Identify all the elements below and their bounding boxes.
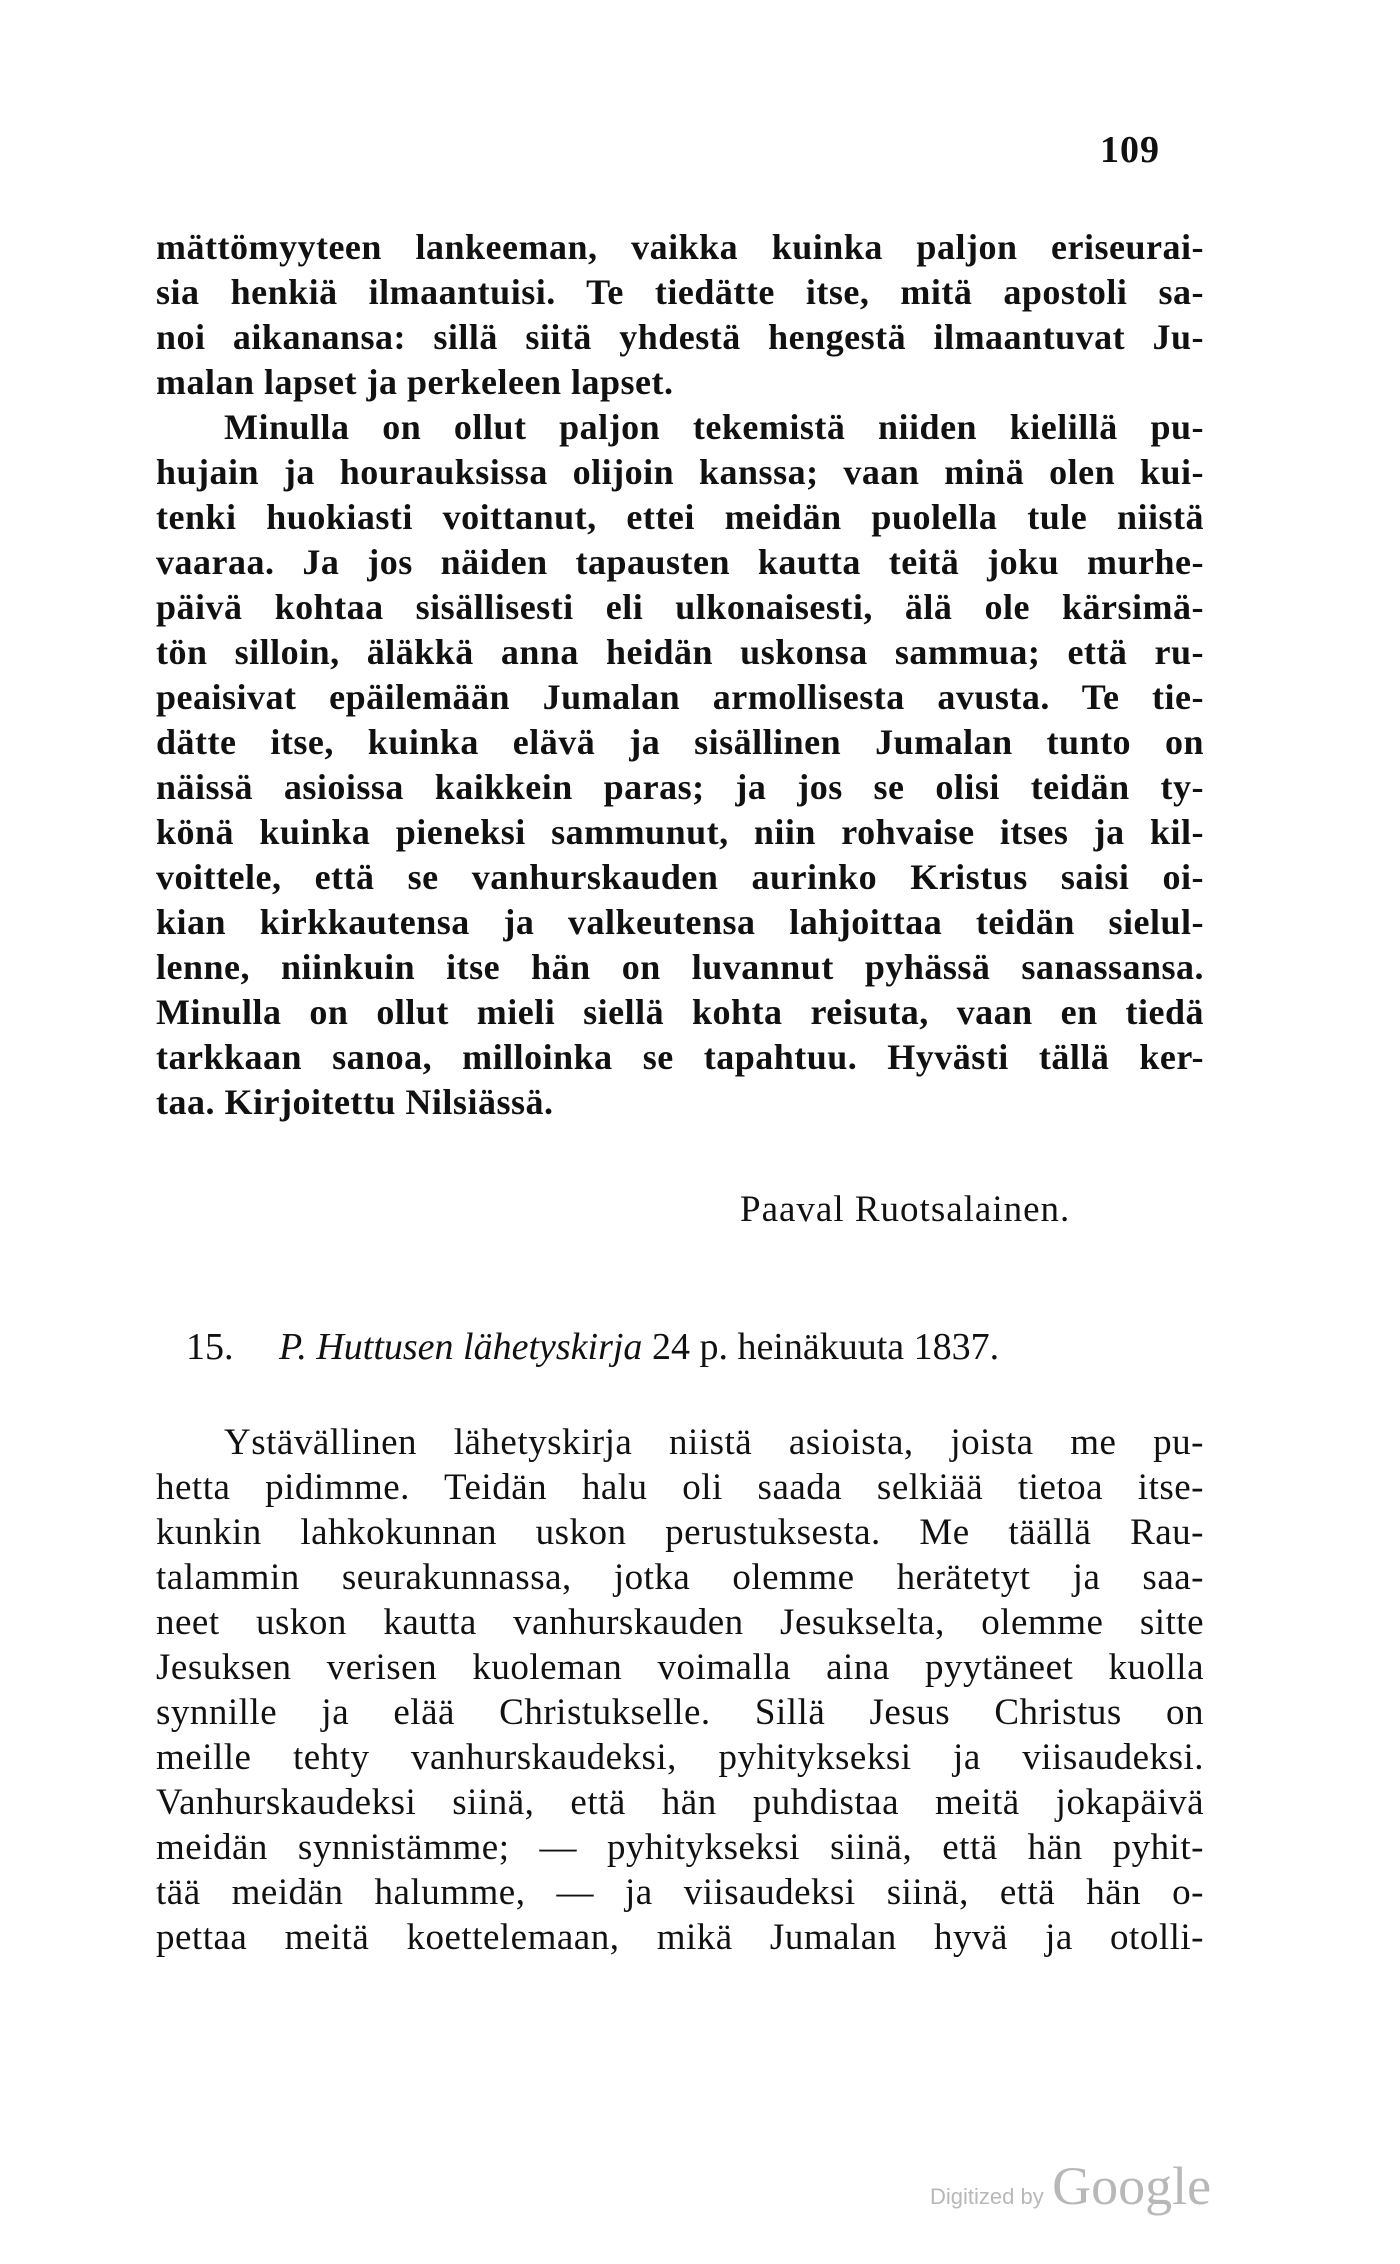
text-line: päivä kohtaa sisällisesti eli ulkonaisesti, älä ole kärsimä-: [156, 587, 1204, 627]
section-heading: [186, 1325, 1186, 1369]
text-line: tenki huokiasti voittanut, ettei meidän puolella tule niistä: [156, 497, 1204, 537]
letter-body-paragraph: [156, 225, 1204, 1125]
section-number: 15.: [186, 1326, 234, 1368]
section-title: P. Huttusen lähetyskirja: [279, 1326, 643, 1368]
text-line: tön silloin, äläkkä anna heidän uskonsa sammua; että ru-: [156, 632, 1204, 672]
text-line: talammin seurakunnassa, jotka olemme herätetyt ja saa-: [156, 1557, 1204, 1598]
text-line: synnille ja elää Christukselle. Sillä Jesus Christus on: [156, 1692, 1204, 1733]
text-line: kian kirkkautensa ja valkeutensa lahjoittaa teidän sielul-: [156, 902, 1204, 942]
text-line: peaisivat epäilemään Jumalan armollisesta avusta. Te tie-: [156, 677, 1204, 717]
text-line: sia henkiä ilmaantuisi. Te tiedätte itse, mitä apostoli sa-: [156, 272, 1204, 312]
text-line: könä kuinka pieneksi sammunut, niin rohvaise itses ja kil-: [156, 812, 1204, 852]
text-line: neet uskon kautta vanhurskauden Jesukselta, olemme sitte: [156, 1602, 1204, 1643]
text-line: tarkkaan sanoa, milloinka se tapahtuu. Hyvästi tällä ker-: [156, 1037, 1204, 1077]
section-date: 24 p. heinäkuuta 1837.: [651, 1326, 1000, 1368]
digitized-watermark: [930, 2155, 1211, 2217]
letter-body-paragraph-2: [156, 1420, 1204, 1960]
text-line: näissä asioissa kaikkein paras; ja jos se olisi teidän ty-: [156, 767, 1204, 807]
page-number: 109: [1100, 129, 1160, 171]
text-line: vaaraa. Ja jos näiden tapausten kautta teitä joku murhe-: [156, 542, 1204, 582]
text-line: Vanhurskaudeksi siinä, että hän puhdistaa meitä jokapäivä: [156, 1782, 1204, 1823]
text-line: hujain ja hourauksissa olijoin kanssa; vaan minä olen kui-: [156, 452, 1204, 492]
text-line: Minulla on ollut mieli siellä kohta reisuta, vaan en tiedä: [156, 992, 1204, 1032]
text-line: voittele, että se vanhurskauden aurinko Kristus saisi oi-: [156, 857, 1204, 897]
text-line: kunkin lahkokunnan uskon perustuksesta. Me täällä Rau-: [156, 1512, 1204, 1553]
text-line: taa. Kirjoitettu Nilsiässä.: [156, 1082, 554, 1122]
text-line: hetta pidimme. Teidän halu oli saada selkiää tietoa itse-: [156, 1467, 1204, 1508]
google-logo: Google: [1052, 2156, 1212, 2216]
text-line: mättömyyteen lankeeman, vaikka kuinka paljon eriseurai-: [156, 227, 1204, 267]
signature: Paaval Ruotsalainen.: [740, 1189, 1071, 1230]
text-line: dätte itse, kuinka elävä ja sisällinen Jumalan tunto on: [156, 722, 1204, 762]
text-line: tää meidän halumme, — ja viisaudeksi siinä, että hän o-: [156, 1872, 1204, 1913]
digitized-by-label: Digitized by: [930, 2184, 1044, 2209]
text-line: meidän synnistämme; — pyhitykseksi siinä, että hän pyhit-: [156, 1827, 1204, 1868]
text-line: Jesuksen verisen kuoleman voimalla aina pyytäneet kuolla: [156, 1647, 1204, 1688]
text-line: malan lapset ja perkeleen lapset.: [156, 362, 674, 402]
text-line: lenne, niinkuin itse hän on luvannut pyhässä sanassansa.: [156, 947, 1204, 987]
text-line: Ystävällinen lähetyskirja niistä asioista, joista me pu-: [224, 1422, 1204, 1463]
text-line: noi aikanansa: sillä siitä yhdestä hengestä ilmaantuvat Ju-: [156, 317, 1204, 357]
text-line: meille tehty vanhurskaudeksi, pyhitykseksi ja viisaudeksi.: [156, 1737, 1204, 1778]
text-line: pettaa meitä koettelemaan, mikä Jumalan hyvä ja otolli-: [156, 1917, 1204, 1958]
text-line: Minulla on ollut paljon tekemistä niiden kielillä pu-: [224, 407, 1204, 447]
